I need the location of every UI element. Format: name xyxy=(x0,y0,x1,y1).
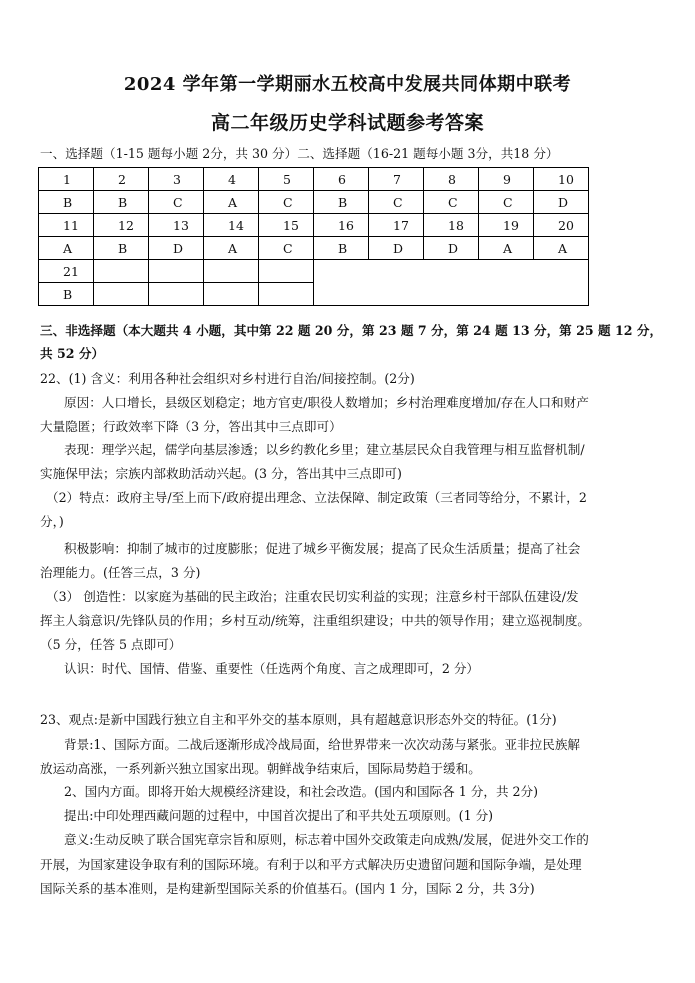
answer-table xyxy=(38,167,589,306)
q23-line: 23、观点:是新中国践行独立自主和平外交的基本原则，具有超越意识形态外交的特征。(1分) xyxy=(40,712,557,727)
q22-line: 治理能力。(任答三点，3 分) xyxy=(40,565,201,580)
table-cell xyxy=(94,283,149,306)
table-cell: B xyxy=(39,191,94,214)
table-cell xyxy=(534,283,589,306)
table-cell: B xyxy=(94,191,149,214)
table-cell: 16 xyxy=(314,214,369,237)
table-row xyxy=(39,283,589,306)
section1-header: 一、选择题（1-15 题每小题 2分，共 30 分）二、选择题（16-21 题每小题 3分，共18 分） xyxy=(40,146,559,161)
table-row xyxy=(39,168,589,191)
q22-line: 原因：人口增长，县级区划稳定；地方官吏/职役人数增加；乡村治理难度增加/存在人口和财产 xyxy=(64,395,589,410)
table-cell: C xyxy=(149,191,204,214)
table-cell: 2 xyxy=(94,168,149,191)
q22-line: （2）特点：政府主导/至上而下/政府提出理念、立法保障、制定政策（三者同等给分，不累计，2 xyxy=(46,490,587,505)
table-cell: 20 xyxy=(534,214,589,237)
q22-line: 大量隐匿；行政效率下降（3 分，答出其中三点即可） xyxy=(40,419,342,434)
q22-line: （5 分，任答 5 点即可） xyxy=(40,637,182,652)
table-cell xyxy=(314,260,369,283)
table-cell: D xyxy=(149,237,204,260)
table-row xyxy=(39,260,589,283)
table-cell xyxy=(424,260,479,283)
table-cell: 6 xyxy=(314,168,369,191)
document-subtitle: 高二年级历史学科试题参考答案 xyxy=(210,112,484,134)
q22-line: （3） 创造性：以家庭为基础的民主政治；注重农民切实利益的实现；注意乡村干部队伍建设/发 xyxy=(46,589,579,604)
table-cell: A xyxy=(204,191,259,214)
table-cell: 14 xyxy=(204,214,259,237)
q22-line: 认识：时代、国情、借鉴、重要性（任选两个角度、言之成理即可，2 分） xyxy=(64,661,480,676)
table-row xyxy=(39,237,589,260)
table-cell xyxy=(369,283,424,306)
table-row xyxy=(39,191,589,214)
table-cell xyxy=(314,283,369,306)
table-cell: C xyxy=(259,237,314,260)
table-cell xyxy=(479,260,534,283)
table-cell: 5 xyxy=(259,168,314,191)
table-cell xyxy=(534,260,589,283)
table-cell: 12 xyxy=(94,214,149,237)
table-cell: B xyxy=(39,283,94,306)
q22-line: 分，) xyxy=(40,514,64,529)
table-cell: 11 xyxy=(39,214,94,237)
table-cell: C xyxy=(424,191,479,214)
table-cell: 17 xyxy=(369,214,424,237)
table-cell: 9 xyxy=(479,168,534,191)
table-cell: 15 xyxy=(259,214,314,237)
table-cell xyxy=(369,260,424,283)
table-cell xyxy=(204,283,259,306)
table-cell xyxy=(94,260,149,283)
table-cell xyxy=(259,283,314,306)
table-cell: C xyxy=(369,191,424,214)
table-cell: D xyxy=(424,237,479,260)
table-cell xyxy=(259,260,314,283)
table-cell: 18 xyxy=(424,214,479,237)
table-row xyxy=(39,214,589,237)
q22-line: 挥主人翁意识/先锋队员的作用；乡村互动/统筹，注重组织建设；中共的领导作用；建立巡视制度。 xyxy=(40,613,591,628)
q23-line: 2、国内方面。即将开始大规模经济建设，和社会改造。(国内和国际各 1 分，共 2分) xyxy=(64,784,539,799)
table-cell: 4 xyxy=(204,168,259,191)
table-cell: C xyxy=(479,191,534,214)
document-title: 2024 学年第一学期丽水五校高中发展共同体期中联考 xyxy=(123,74,572,95)
table-cell xyxy=(149,260,204,283)
table-cell: D xyxy=(534,191,589,214)
table-cell: 21 xyxy=(39,260,94,283)
q23-line: 国际关系的基本准则，是构建新型国际关系的价值基石。(国内 1 分，国际 2 分，共 3分) xyxy=(40,881,535,896)
table-cell: 1 xyxy=(39,168,94,191)
q22-line: 实施保甲法；宗族内部救助活动兴起。(3 分，答出其中三点即可) xyxy=(40,466,402,481)
table-cell: B xyxy=(314,191,369,214)
q23-line: 意义:生动反映了联合国宪章宗旨和原则，标志着中国外交政策走向成熟/发展，促进外交工作的 xyxy=(64,832,589,847)
table-cell: 19 xyxy=(479,214,534,237)
table-cell: B xyxy=(314,237,369,260)
q22-line: 表现：理学兴起，儒学向基层渗透；以乡约教化乡里；建立基层民众自我管理与相互监督机制/ xyxy=(64,442,585,457)
table-cell: 10 xyxy=(534,168,589,191)
table-cell: A xyxy=(39,237,94,260)
table-cell: A xyxy=(204,237,259,260)
table-cell: D xyxy=(369,237,424,260)
q23-line: 放运动高涨，一系列新兴独立国家出现。朝鲜战争结束后，国际局势趋于缓和。 xyxy=(40,761,481,776)
section3-header-cont: 共 52 分） xyxy=(40,346,105,361)
table-cell: A xyxy=(479,237,534,260)
table-cell: 7 xyxy=(369,168,424,191)
table-cell xyxy=(424,283,479,306)
table-cell xyxy=(204,260,259,283)
table-cell: 3 xyxy=(149,168,204,191)
q23-line: 背景:1、国际方面。二战后逐渐形成冷战局面，给世界带来一次次动荡与紧张。亚非拉民族解 xyxy=(64,737,581,752)
table-cell: A xyxy=(534,237,589,260)
table-cell: 8 xyxy=(424,168,479,191)
table-cell xyxy=(479,283,534,306)
table-cell xyxy=(149,283,204,306)
table-cell: B xyxy=(94,237,149,260)
table-cell: 13 xyxy=(149,214,204,237)
q23-line: 提出:中印处理西藏问题的过程中，中国首次提出了和平共处五项原则。(1 分) xyxy=(64,808,494,823)
table-cell: C xyxy=(259,191,314,214)
q22-line: 22、(1) 含义：利用各种社会组织对乡村进行自治/间接控制。(2分) xyxy=(40,371,415,386)
section3-header: 三、非选择题（本大题共 4 小题，其中第 22 题 20 分，第 23 题 7 分，第 24 题 13 分，第 25 题 12 分， xyxy=(40,323,663,338)
q22-line: 积极影响：抑制了城市的过度膨胀；促进了城乡平衡发展；提高了民众生活质量；提高了社会 xyxy=(64,541,581,556)
q23-line: 开展，为国家建设争取有利的国际环境。有利于以和平方式解决历史遗留问题和国际争端，是处理 xyxy=(40,857,582,872)
